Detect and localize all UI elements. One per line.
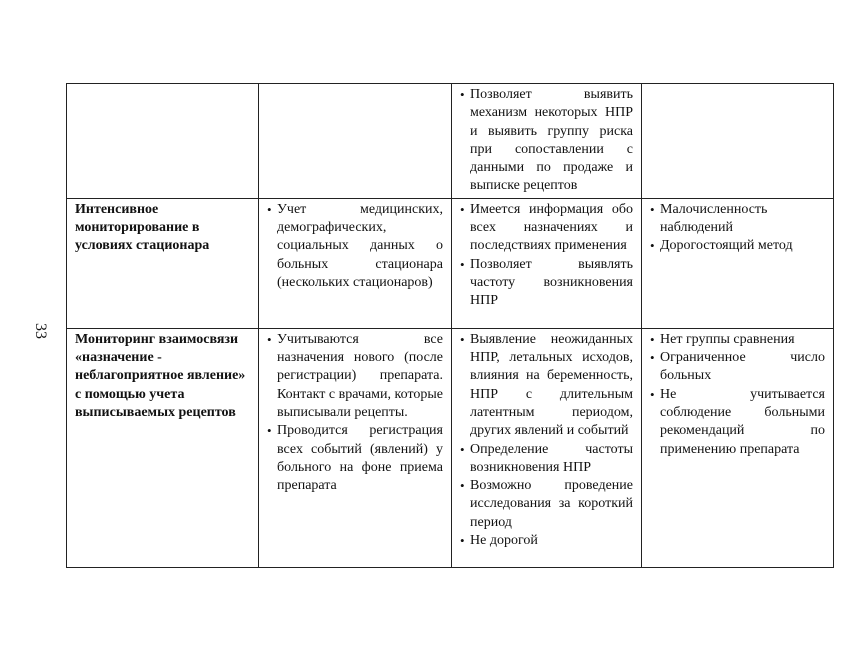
list-item: • Возможно проведение исследования за короткий период — [460, 477, 633, 532]
page-number: 33 — [32, 323, 49, 339]
description-cell — [259, 328, 452, 567]
list-item: • Не дорогой — [460, 532, 633, 550]
list-item: • Проводится регистрация всех событий (явлений) у больного на фоне приема препарата — [267, 422, 443, 495]
list-item: • Учет медицинских, демографических, социальных данных о больных стационара (нескольких стационаров) — [267, 201, 443, 292]
list-item: • Учитываются все назначения нового (после регистрации) препарата. Контакт с врачами, которые выписывали рецепты. — [267, 331, 443, 422]
method-cell — [67, 84, 259, 199]
list-item: • Выявление неожиданных НПР, летальных исходов, влияния на беременность, НПР с длительным латентным периодом, других явлений и событий — [460, 331, 633, 441]
methods-table — [66, 83, 834, 568]
advantages-cell — [452, 84, 642, 199]
table-row — [67, 198, 834, 328]
description-cell — [259, 84, 452, 199]
disadvantages-cell — [642, 198, 834, 328]
advantages-cell — [452, 328, 642, 567]
list-item: • Не учитывается соблюдение больными рекомендаций по применению препарата — [650, 386, 825, 459]
list-item: • Позволяет выявить механизм некоторых НПР и выявить группу риска при сопоставлении с данными по продаже и выписке рецептов — [460, 86, 633, 196]
advantages-cell — [452, 198, 642, 328]
table-row — [67, 328, 834, 567]
list-item: • Малочисленность наблюдений — [650, 201, 825, 238]
method-cell: Интенсивное мониторирование в условиях стационара — [67, 198, 259, 328]
list-item: • Нет группы сравнения — [650, 331, 825, 349]
description-cell — [259, 198, 452, 328]
list-item: • Дорогостоящий метод — [650, 237, 825, 255]
list-item: • Позволяет выявлять частоту возникновения НПР — [460, 256, 633, 311]
list-item: • Имеется информация обо всех назначениях и последствиях применения — [460, 201, 633, 256]
disadvantages-cell — [642, 84, 834, 199]
list-item: • Определение частоты возникновения НПР — [460, 441, 633, 478]
method-cell: Мониторинг взаимосвязи «назначение - неблагоприятное явление» с помощью учета выписываемых рецептов — [67, 328, 259, 567]
disadvantages-cell — [642, 328, 834, 567]
list-item: • Ограниченное число больных — [650, 349, 825, 386]
table-row — [67, 84, 834, 199]
